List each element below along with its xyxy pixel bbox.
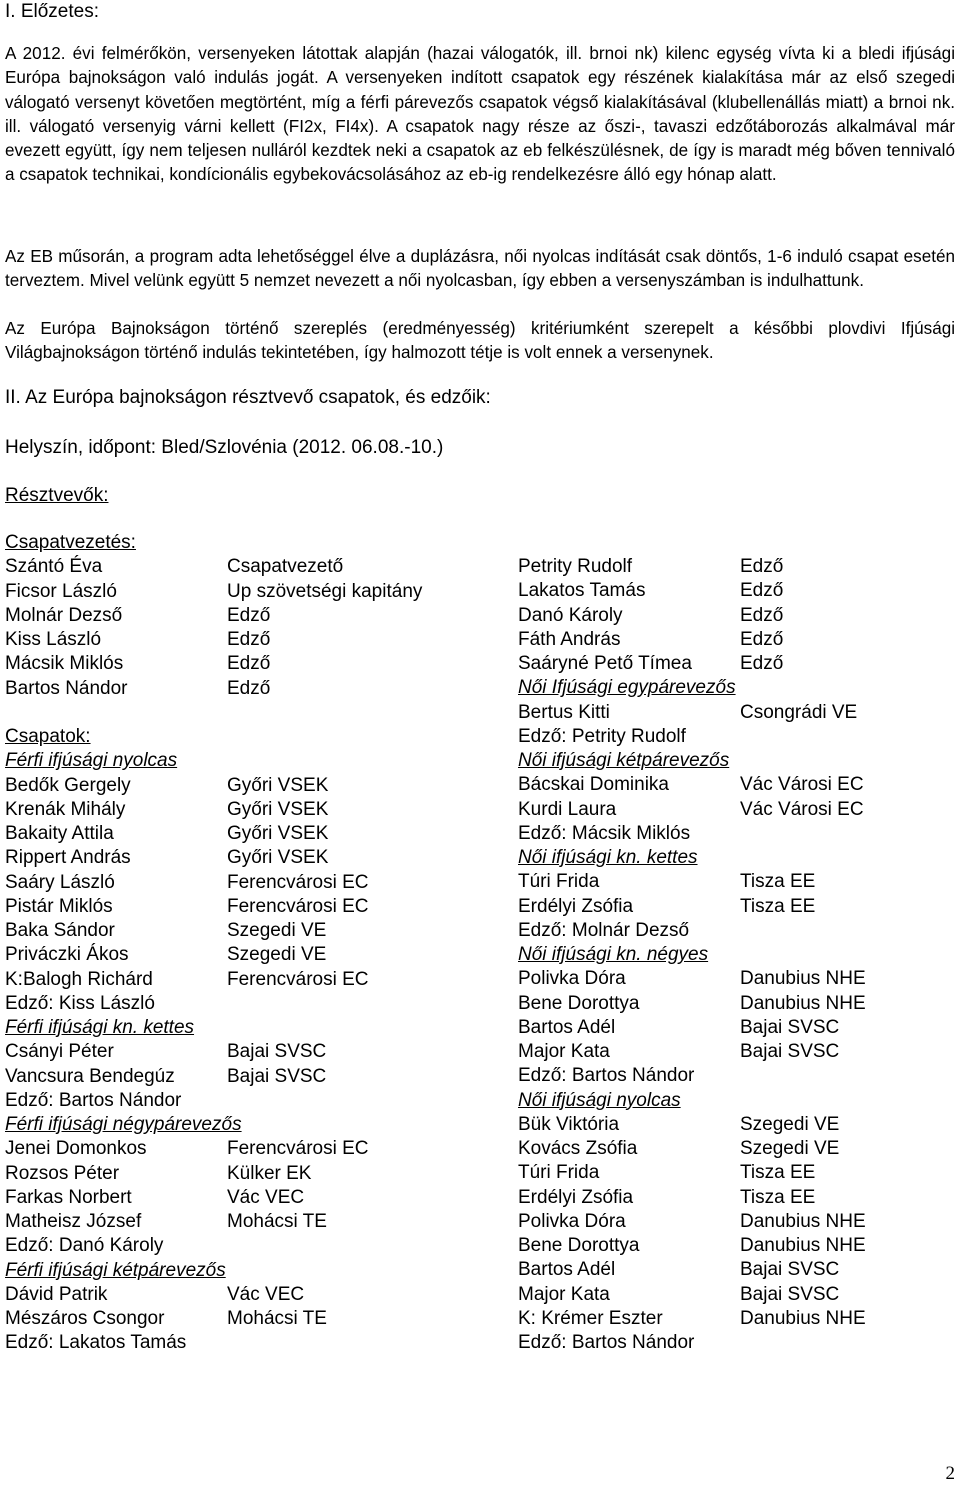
roster-role: Szegedi VE [740, 1113, 840, 1135]
program-paragraph: Az EB műsorán, a program adta lehetőséggel élve a duplázásra, női nyolcas indítását csak döntős, 1-6 induló csapat esetén terveztem. Mivel velünk együtt 5 nemzet nevezett a női nyolcasban, így ebben a versenyszámban is indulhattunk. [5, 247, 955, 291]
roster-name: Edző: Bartos Nándor [5, 1089, 182, 1111]
roster-row [5, 774, 475, 798]
roster-row [518, 725, 958, 749]
participants-label: Résztvevők: [5, 485, 109, 506]
roster-row [5, 652, 475, 676]
criteria-paragraph: Az Európa Bajnokságon történő szereplés (eredményesség) kritériumként szerepelt a későbbi plovdivi Ifjúsági Világbajnokságon történő indulás tekintetében, így halmozott tétje is volt ennek a versenynek. [5, 319, 955, 363]
roster-name: Túri Frida [518, 1162, 600, 1184]
roster-row [518, 1040, 958, 1064]
roster-row [518, 1258, 958, 1282]
roster-role: Danubius NHE [740, 992, 866, 1014]
roster-name: K:Balogh Richárd [5, 968, 153, 990]
roster-row [518, 701, 958, 725]
roster-name: Edző: Bartos Nándor [518, 1332, 695, 1353]
roster-row [5, 968, 475, 992]
roster-row [5, 798, 475, 822]
roster-role: Bajai SVSC [740, 1283, 840, 1305]
section-label: Női ifjúsági kn. kettes [518, 847, 698, 868]
roster-row [518, 652, 958, 676]
roster-role: Mohácsi TE [227, 1308, 327, 1329]
roster-row [518, 822, 958, 846]
roster-name: Dávid Patrik [5, 1283, 108, 1305]
roster-name: Bácskai Dominika [518, 774, 669, 796]
roster-row [518, 798, 958, 822]
roster-row [518, 749, 958, 773]
roster-role: Győri VSEK [227, 823, 329, 844]
roster-name: Pistár Miklós [5, 895, 113, 917]
roster-name: Erdélyi Zsófia [518, 1186, 634, 1208]
section-label: Férfi ifjúsági kn. kettes [5, 1017, 195, 1038]
roster-name: Erdélyi Zsófia [518, 895, 634, 917]
roster-row [518, 773, 958, 797]
roster-role: Vác VEC [227, 1283, 305, 1305]
roster-role: Csapatvezető [227, 556, 344, 578]
roster-name: Edző: Danó Károly [5, 1235, 164, 1257]
roster-row [5, 1234, 475, 1258]
roster-role: Danubius NHE [740, 1210, 866, 1232]
roster-row [5, 895, 475, 919]
roster-name: Kurdi Laura [518, 798, 617, 820]
roster-role: Vác Városi EC [740, 798, 864, 820]
roster-row [5, 992, 475, 1016]
roster-name: Bene Dorottya [518, 992, 640, 1014]
roster-row [5, 677, 475, 701]
roster-row [5, 555, 475, 579]
roster-name: Danó Károly [518, 604, 623, 626]
roster-row [518, 579, 958, 603]
section-label: Csapatok: [5, 726, 91, 747]
roster-row [5, 1113, 475, 1137]
section-label: Női ifjúsági nyolcas [518, 1089, 681, 1111]
roster-name: Bene Dorottya [518, 1235, 640, 1256]
roster-name: Ficsor László [5, 580, 117, 602]
roster-row [5, 531, 475, 555]
roster-name: K: Krémer Eszter [518, 1307, 663, 1329]
roster-row [518, 1161, 958, 1185]
roster-name: Saáryné Pető Tímea [518, 653, 692, 674]
section1-heading: I. Előzetes: [5, 1, 99, 22]
roster-name: Fáth András [518, 628, 621, 650]
roster-row [518, 870, 958, 894]
roster-name: Major Kata [518, 1283, 610, 1305]
roster-role: Tisza EE [740, 895, 816, 917]
section-label: Férfi ifjúsági négypárevezős [5, 1114, 242, 1135]
roster-row [518, 1016, 958, 1040]
roster-row [518, 943, 958, 967]
roster-name: Túri Frida [518, 871, 600, 893]
roster-role: Vác Városi EC [740, 774, 864, 796]
roster-role: Edző [227, 653, 271, 675]
roster-row [5, 943, 475, 967]
intro-paragraph: A 2012. évi felmérőkön, versenyeken látottak alapján (hazai válogatók, ill. brnoi nk) kilenc egység vívta ki a bledi ifjúsági Európa bajnokságon való indulás jogát. A versenyeken indított csapatok egy részének kialakítása már az első szegedi válogató versenyt követően megtörtént, míg a férfi párevezős csapatok végső kialakításával (klubellenállás miatt) a brnoi nk. ill. válogató versenyig várni kellett (FI2x, FI4x). A csapatok nagy része az őszi-, tavaszi edzőtáborozás alkalmával már evezett együtt, így nem teljesen nulláról kezdtek neki a csapatok az eb felkészülésnek, de így is maradt még bőven tennivaló a csapatok technikai, kondícionális egybekovácsolásához az eb-ig rendelkezésre álló egy hónap alatt. [5, 44, 955, 185]
roster-role: Vác VEC [227, 1186, 305, 1208]
roster-row [518, 1089, 958, 1113]
roster-role: Győri VSEK [227, 847, 329, 869]
roster-row [518, 1307, 958, 1331]
roster-role: Ferencvárosi EC [227, 968, 369, 990]
roster-row [5, 1040, 475, 1064]
roster-role: Edző [227, 604, 271, 626]
roster-role: Danubius NHE [740, 1235, 866, 1256]
roster-name: Lakatos Tamás [518, 580, 646, 602]
roster-row [518, 1283, 958, 1307]
roster-row [518, 1064, 958, 1088]
left-roster-column [5, 531, 475, 1356]
roster-name: Bartos Adél [518, 1259, 616, 1281]
roster-role: Up szövetségi kapitány [227, 580, 423, 602]
roster-row [518, 555, 958, 579]
roster-role: Edző [740, 556, 784, 577]
roster-name: Edző: Mácsik Miklós [518, 822, 691, 844]
roster-row [518, 992, 958, 1016]
roster-row [5, 1186, 475, 1210]
roster-role: Szegedi VE [227, 920, 327, 941]
roster-name: Edző: Molnár Dezső [518, 919, 690, 941]
roster-role: Danubius NHE [740, 1307, 866, 1329]
roster-role: Csongrádi VE [740, 701, 858, 723]
roster-row [5, 1210, 475, 1234]
roster-name: Bedők Gergely [5, 774, 131, 796]
roster-name: Bartos Adél [518, 1016, 616, 1038]
roster-row [5, 701, 475, 725]
roster-row [5, 749, 475, 773]
roster-name: Polivka Dóra [518, 1210, 626, 1232]
roster-name: Bük Viktória [518, 1113, 620, 1135]
roster-row [518, 895, 958, 919]
roster-row [518, 1186, 958, 1210]
right-roster-column [518, 555, 958, 1355]
roster-row [5, 1089, 475, 1113]
roster-row [5, 1307, 475, 1331]
roster-row [5, 1065, 475, 1089]
roster-row [518, 1113, 958, 1137]
roster-row [5, 1137, 475, 1161]
roster-name: Mészáros Csongor [5, 1308, 165, 1329]
roster-name: Edző: Kiss László [5, 992, 155, 1014]
roster-name: Petrity Rudolf [518, 556, 633, 577]
section2-heading: II. Az Európa bajnokságon résztvevő csapatok, és edzőik: [5, 387, 491, 408]
roster-role: Ferencvárosi EC [227, 1138, 369, 1160]
roster-name: Rippert András [5, 847, 131, 869]
roster-role: Tisza EE [740, 1186, 816, 1208]
roster-role: Bajai SVSC [227, 1065, 327, 1087]
roster-role: Tisza EE [740, 1162, 816, 1184]
roster-name: Bertus Kitti [518, 701, 610, 723]
roster-row [5, 1283, 475, 1307]
roster-role: Szegedi VE [740, 1138, 840, 1159]
section-label: Férfi ifjúsági nyolcas [5, 750, 178, 772]
roster-row [518, 919, 958, 943]
roster-name: Priváczki Ákos [5, 944, 129, 966]
roster-role: Bajai SVSC [740, 1016, 840, 1038]
roster-row [5, 871, 475, 895]
roster-role: Mohácsi TE [227, 1211, 327, 1232]
roster-row [5, 628, 475, 652]
roster-name: Edző: Bartos Nándor [518, 1065, 695, 1087]
section-label: Női Ifjúsági egypárevezős [518, 677, 736, 699]
roster-name: Matheisz József [5, 1211, 142, 1232]
roster-name: Jenei Domonkos [5, 1138, 147, 1160]
roster-row [518, 604, 958, 628]
roster-name: Bartos Nándor [5, 677, 128, 699]
roster-name: Rozsos Péter [5, 1162, 120, 1184]
roster-row [5, 846, 475, 870]
roster-name: Bakaity Attila [5, 823, 114, 844]
roster-name: Kovács Zsófia [518, 1138, 638, 1159]
roster-row [518, 628, 958, 652]
roster-name: Major Kata [518, 1041, 610, 1062]
roster-role: Bajai SVSC [740, 1259, 840, 1281]
roster-row [5, 919, 475, 943]
roster-row [5, 1259, 475, 1283]
roster-role: Szegedi VE [227, 944, 327, 966]
roster-role: Danubius NHE [740, 968, 866, 990]
roster-name: Saáry László [5, 871, 115, 893]
roster-role: Győri VSEK [227, 798, 329, 820]
roster-row [518, 676, 958, 700]
roster-name: Krenák Mihály [5, 798, 126, 820]
roster-row [5, 1162, 475, 1186]
roster-name: Molnár Dezső [5, 604, 123, 626]
roster-role: Ferencvárosi EC [227, 895, 369, 917]
section-label: Női ifjúsági kn. négyes [518, 944, 709, 965]
roster-role: Edző [227, 677, 271, 699]
roster-role: Edző [227, 629, 271, 650]
roster-name: Polivka Dóra [518, 968, 626, 990]
roster-role: Győri VSEK [227, 774, 329, 796]
roster-name: Kiss László [5, 629, 102, 650]
roster-role: Edző [740, 653, 784, 674]
roster-role: Külker EK [227, 1162, 312, 1184]
roster-row [518, 846, 958, 870]
roster-row [5, 604, 475, 628]
section-label: Női ifjúsági kétpárevezős [518, 750, 730, 771]
roster-role: Ferencvárosi EC [227, 871, 369, 893]
page-number: 2 [945, 1463, 955, 1484]
roster-name: Csányi Péter [5, 1041, 114, 1063]
roster-row [518, 1234, 958, 1258]
roster-role: Edző [740, 628, 784, 650]
roster-name: Edző: Lakatos Tamás [5, 1332, 187, 1354]
roster-role: Bajai SVSC [227, 1041, 327, 1063]
roster-row [5, 725, 475, 749]
roster-name: Mácsik Miklós [5, 653, 124, 675]
roster-row [5, 822, 475, 846]
roster-row [5, 580, 475, 604]
roster-row [518, 1210, 958, 1234]
roster-role: Tisza EE [740, 871, 816, 893]
roster-name: Edző: Petrity Rudolf [518, 725, 686, 747]
roster-role: Edző [740, 580, 784, 602]
roster-name: Szántó Éva [5, 556, 103, 578]
roster-name: Vancsura Bendegúz [5, 1065, 175, 1087]
roster-role: Bajai SVSC [740, 1041, 840, 1062]
roster-row [5, 1016, 475, 1040]
roster-row [518, 1331, 958, 1355]
location-line: Helyszín, időpont: Bled/Szlovénia (2012. 06.08.-10.) [5, 437, 444, 458]
roster-row [5, 1331, 475, 1355]
roster-row [518, 1137, 958, 1161]
section-label: Férfi ifjúsági kétpárevezős [5, 1259, 226, 1281]
roster-role: Edző [740, 604, 784, 626]
section-label: Csapatvezetés: [5, 532, 136, 553]
roster-row [518, 967, 958, 991]
roster-name: Baka Sándor [5, 920, 115, 941]
roster-name: Farkas Norbert [5, 1186, 132, 1208]
